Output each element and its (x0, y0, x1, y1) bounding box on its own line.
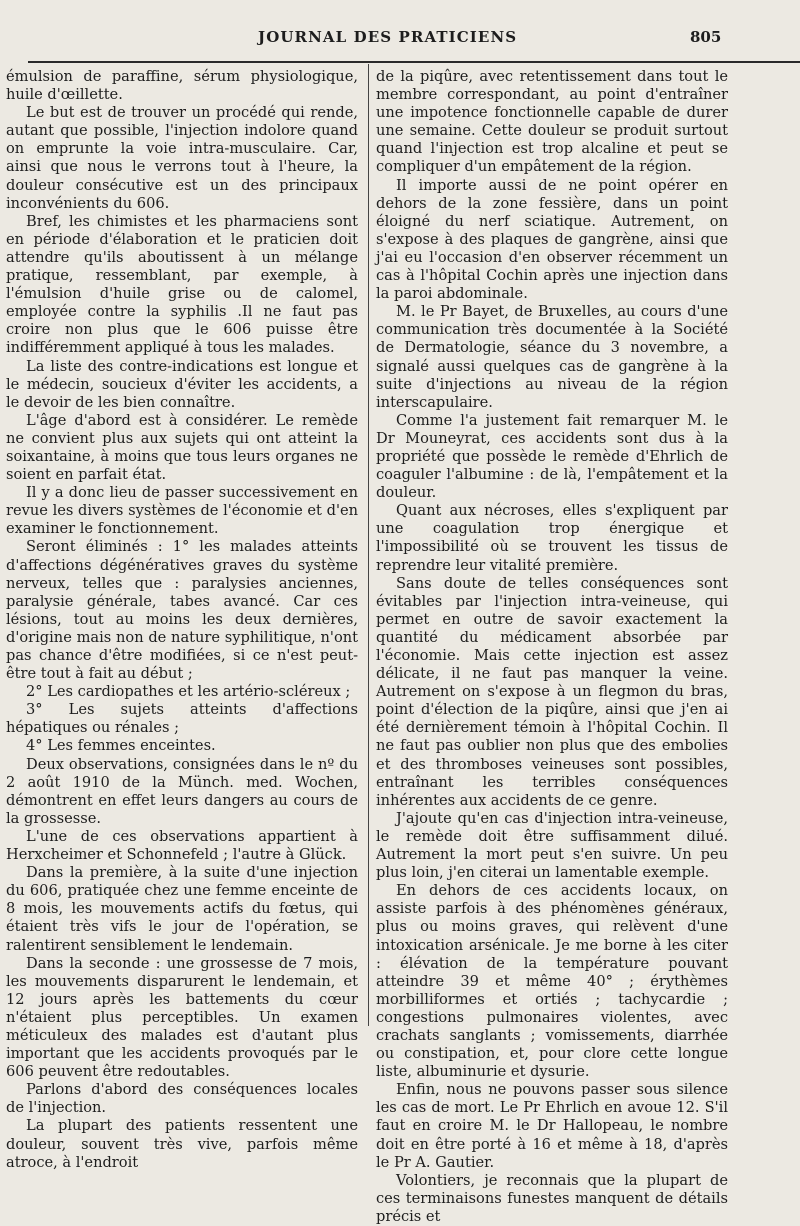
paragraph: Bref, les chimistes et les pharmaciens sont en période d'élaboration et le praticien doit attendre qu'ils aboutissent à un mélange pratique, ressemblant, par exemple, à l'émulsion d'huile grise ou de calomel, employée contre la syphilis .Il ne faut pas croire non plus que le 606 puisse être indifféremment appliqué à tous les malades. (6, 212, 358, 357)
left-column (6, 68, 358, 1172)
paragraph: L'âge d'abord est à considérer. Le remède ne convient plus aux sujets qui ont atteint la soixantaine, à moins que tous leurs organes ne soient en parfait état. (6, 411, 358, 484)
paragraph: M. le Pr Bayet, de Bruxelles, au cours d'une communication très documentée à la Société de Dermatologie, séance du 3 novembre, a signalé aussi quelques cas de gangrène à la suite d'injections au niveau de la région interscapulaire. (376, 303, 728, 411)
column-divider (368, 64, 369, 1026)
paragraph: Volontiers, je reconnais que la plupart de ces terminaisons funestes manquent de détails précis et (376, 1171, 728, 1225)
paragraph: émulsion de paraffine, sérum physiologique, huile d'œillette. (6, 68, 358, 104)
paragraph: Seront éliminés : 1° les malades atteints d'affections dégénératives graves du système nerveux, telles que : paralysies anciennes, paralysie générale, tabes avancé. Car ces lésions, tout au moins les deux dernières, d'origine mais non de nature syphilitique, n'ont pas chance d'être modifiées, si ce n'est peut-être tout à fait au début ; (6, 538, 358, 683)
running-header (0, 28, 800, 50)
paragraph: Enfin, nous ne pouvons passer sous silence les cas de mort. Le Pr Ehrlich en avoue 12. S'il faut en croire M. le Dr Hallopeau, le nombre doit en être porté à 16 et même à 18, d'après le Pr A. Gautier. (376, 1081, 728, 1171)
paragraph: L'une de ces observations appartient à Herxcheimer et Schonnefeld ; l'autre à Glück. (6, 827, 358, 864)
paragraph: Comme l'a justement fait remarquer M. le Dr Mouneyrat, ces accidents sont dus à la propriété que possède le remède d'Ehrlich de coaguler l'albumine : de là, l'empâtement et la douleur. (376, 411, 728, 502)
paragraph: Dans la seconde : une grossesse de 7 mois, les mouvements disparurent le lendemain, et 12 jours après les battements du cœur n'étaient plus perceptibles. Un examen méticuleux des malades est d'autant plus important que les accidents provoqués par le 606 peuvent être redoutables. (6, 954, 358, 1081)
paragraph: Il y a donc lieu de passer successivement en revue les divers systèmes de l'économie et d'en examiner le fonctionnement. (6, 484, 358, 538)
paragraph: 2° Les cardiopathes et les artério-scléreux ; (26, 683, 351, 701)
paragraph: Parlons d'abord des conséquences locales de l'injection. (6, 1081, 358, 1117)
paragraph: Sans doute de telles conséquences sont évitables par l'injection intra-veineuse, qui permet en outre de savoir exactement la quantité du médicament absorbée par l'économie. Mais cette injection est assez délicate, il ne faut pas manquer la veine. Autrement on s'expose à un flegmon du bras, point d'élection de la piqûre, ainsi que j'en ai été dernièrement témoin à l'hôpital Cochin. Il ne faut pas oublier non plus que des embolies et des thromboses veineuses sont possibles, entraînant les terribles conséquences inhérentes aux accidents de ce genre. (376, 574, 728, 809)
paragraph: J'ajoute qu'en cas d'injection intra-veineuse, le remède doit être suffisamment dilué. Autrement la mort peut s'en suivre. Un peu plus loin, j'en citerai un lamentable exemple. (376, 809, 728, 882)
paragraph: En dehors de ces accidents locaux, on assiste parfois à des phénomènes généraux, plus ou moins graves, qui relèvent d'une intoxication arsénicale. Je me borne à les citer : élévation de la température pouvant atteindre 39 et même 40° ; érythèmes morbilliformes et ortiés ; tachycardie ; congestions pulmonaires violentes, avec crachats sanglants ; vomissements, diarrhée ou constipation, et, pour clore cette longue liste, albuminurie et dysurie. (376, 882, 728, 1081)
right-column (376, 68, 728, 1226)
paragraph: La plupart des patients ressentent une douleur, souvent très vive, parfois même atroce, à l'endroit (6, 1117, 358, 1171)
paragraph: La liste des contre-indications est longue et le médecin, soucieux d'éviter les accidents, a le devoir de les bien connaître. (6, 357, 358, 411)
paragraph: Il importe aussi de ne point opérer en dehors de la zone fessière, dans un point éloigné du nerf sciatique. Autrement, on s'expose à des plaques de gangrène, ainsi que j'ai eu l'occasion d'en observer récemment un cas à l'hôpital Cochin après une injection dans la paroi abdominale. (376, 176, 728, 303)
paragraph: 3° Les sujets atteints d'affections hépatiques ou rénales ; (6, 701, 358, 737)
paragraph: Quant aux nécroses, elles s'expliquent par une coagulation trop énergique et l'impossibilité où se trouvent les tissus de reprendre leur vitalité première. (376, 502, 728, 574)
paragraph: Le but est de trouver un procédé qui rende, autant que possible, l'injection indolore quand on emprunte la voie intra-musculaire. Car, ainsi que nous le verrons tout à l'heure, la douleur consécutive est un des principaux inconvénients du 606. (6, 104, 358, 212)
paragraph: de la piqûre, avec retentissement dans tout le membre correspondant, au point d'entraîner une impotence fonctionnelle capable de durer une semaine. Cette douleur se produit surtout quand l'injection est trop alcaline et peut se compliquer d'un empâtement de la région. (376, 68, 728, 176)
header-rule (28, 61, 800, 63)
page-number: 805 (690, 28, 722, 46)
paragraph: 4° Les femmes enceintes. (26, 737, 216, 755)
journal-title: JOURNAL DES PRATICIENS (258, 28, 518, 46)
paragraph: Dans la première, à la suite d'une injection du 606, pratiquée chez une femme enceinte de 8 mois, les mouvements actifs du fœtus, qui étaient très vifs le jour de l'opération, se ralentirent sensiblement le lendemain. (6, 864, 358, 954)
paragraph: Deux observations, consignées dans le nº du 2 août 1910 de la Münch. med. Wochen, démontrent en effet leurs dangers au cours de la grossesse. (6, 755, 358, 827)
